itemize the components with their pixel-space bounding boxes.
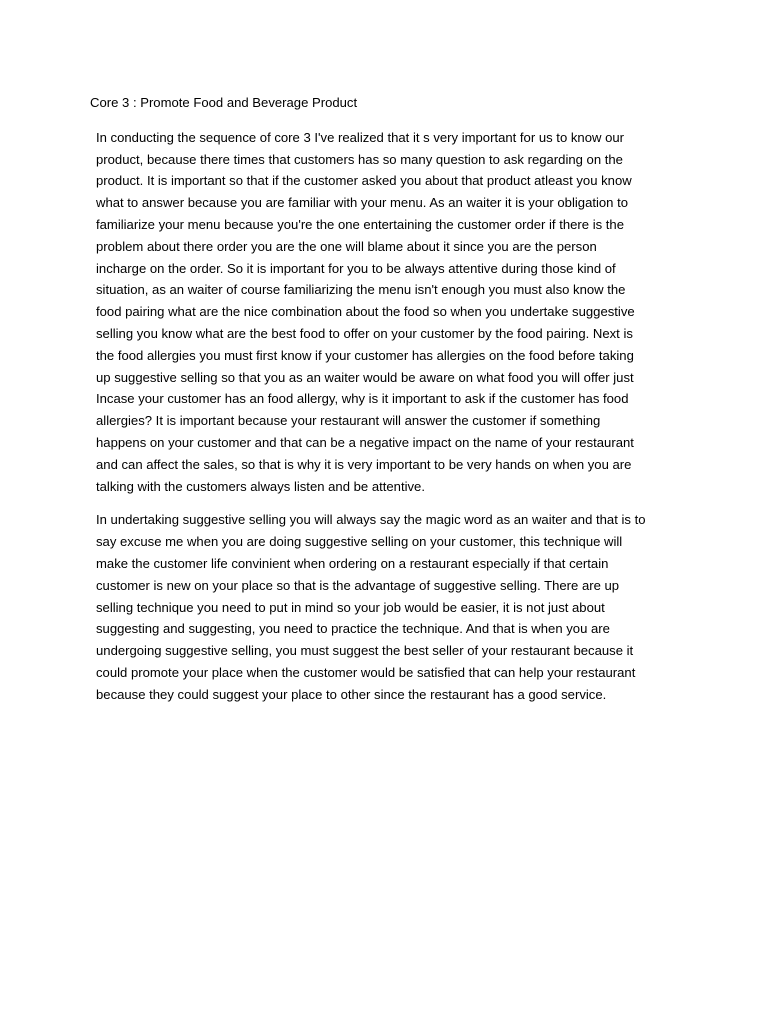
paragraph-line: the food allergies you must first know if your customer has allergies on the food before taking	[96, 347, 634, 363]
paragraph-line: In conducting the sequence of core 3 I've realized that it s very important for us to know our	[96, 129, 624, 145]
document-title: Core 3 : Promote Food and Beverage Product	[90, 95, 358, 110]
paragraph-line: undergoing suggestive selling, you must suggest the best seller of your restaurant because it	[96, 643, 634, 659]
paragraph-line: selling you know what are the best food to offer on your customer by the food pairing. Next is	[96, 325, 633, 341]
paragraph-line: happens on your customer and that can be a negative impact on the name of your restaurant	[96, 434, 634, 450]
paragraph-line: product. It is important so that if the customer asked you about that product atleast you know	[96, 173, 632, 189]
paragraph-line: and can affect the sales, so that is why it is very important to be very hands on when you are	[96, 456, 632, 472]
paragraph-line: familiarize your menu because you're the one entertaining the customer order if there is the	[96, 216, 624, 232]
paragraph-line: selling technique you need to put in mind so your job would be easier, it is not just about	[96, 599, 605, 615]
paragraph-line: say excuse me when you are doing suggestive selling on your customer, this technique will	[96, 534, 623, 550]
paragraph-line: Incase your customer has an food allergy, why is it important to ask if the customer has food	[96, 391, 629, 407]
paragraph-line: incharge on the order. So it is important for you to be always attentive during those kind of	[96, 260, 616, 276]
paragraph-line: customer is new on your place so that is the advantage of suggestive selling. There are up	[96, 577, 620, 593]
paragraph-line: In undertaking suggestive selling you will always say the magic word as an waiter and that is to	[96, 512, 646, 528]
paragraph-2	[90, 509, 680, 705]
paragraph-line: situation, as an waiter of course familiarizing the menu isn't enough you must also know the	[96, 282, 626, 298]
paragraph-line: problem about there order you are the one will blame about it since you are the person	[96, 238, 597, 254]
paragraph-1	[90, 127, 680, 498]
document-body	[90, 92, 680, 718]
paragraph-line: could promote your place when the customer would be satisfied that can help your restaurant	[96, 664, 636, 680]
paragraph-line: allergies? It is important because your restaurant will answer the customer if something	[96, 413, 601, 429]
paragraph-line: make the customer life convinient when ordering on a restaurant especially if that certain	[96, 555, 609, 571]
paragraph-line: what to answer because you are familiar with your menu. As an waiter it is your obligation to	[96, 195, 629, 211]
paragraph-line: food pairing what are the nice combination about the food so when you undertake suggestive	[96, 304, 635, 320]
paragraph-line: up suggestive selling so that you as an waiter would be aware on what food you will offer just	[96, 369, 634, 385]
paragraph-line: product, because there times that customers has so many question to ask regarding on the	[96, 151, 623, 167]
paragraph-line: talking with the customers always listen and be attentive.	[96, 478, 425, 494]
paragraph-line: suggesting and suggesting, you need to practice the technique. And that is when you are	[96, 621, 610, 637]
paragraph-line: because they could suggest your place to other since the restaurant has a good service.	[96, 686, 607, 702]
